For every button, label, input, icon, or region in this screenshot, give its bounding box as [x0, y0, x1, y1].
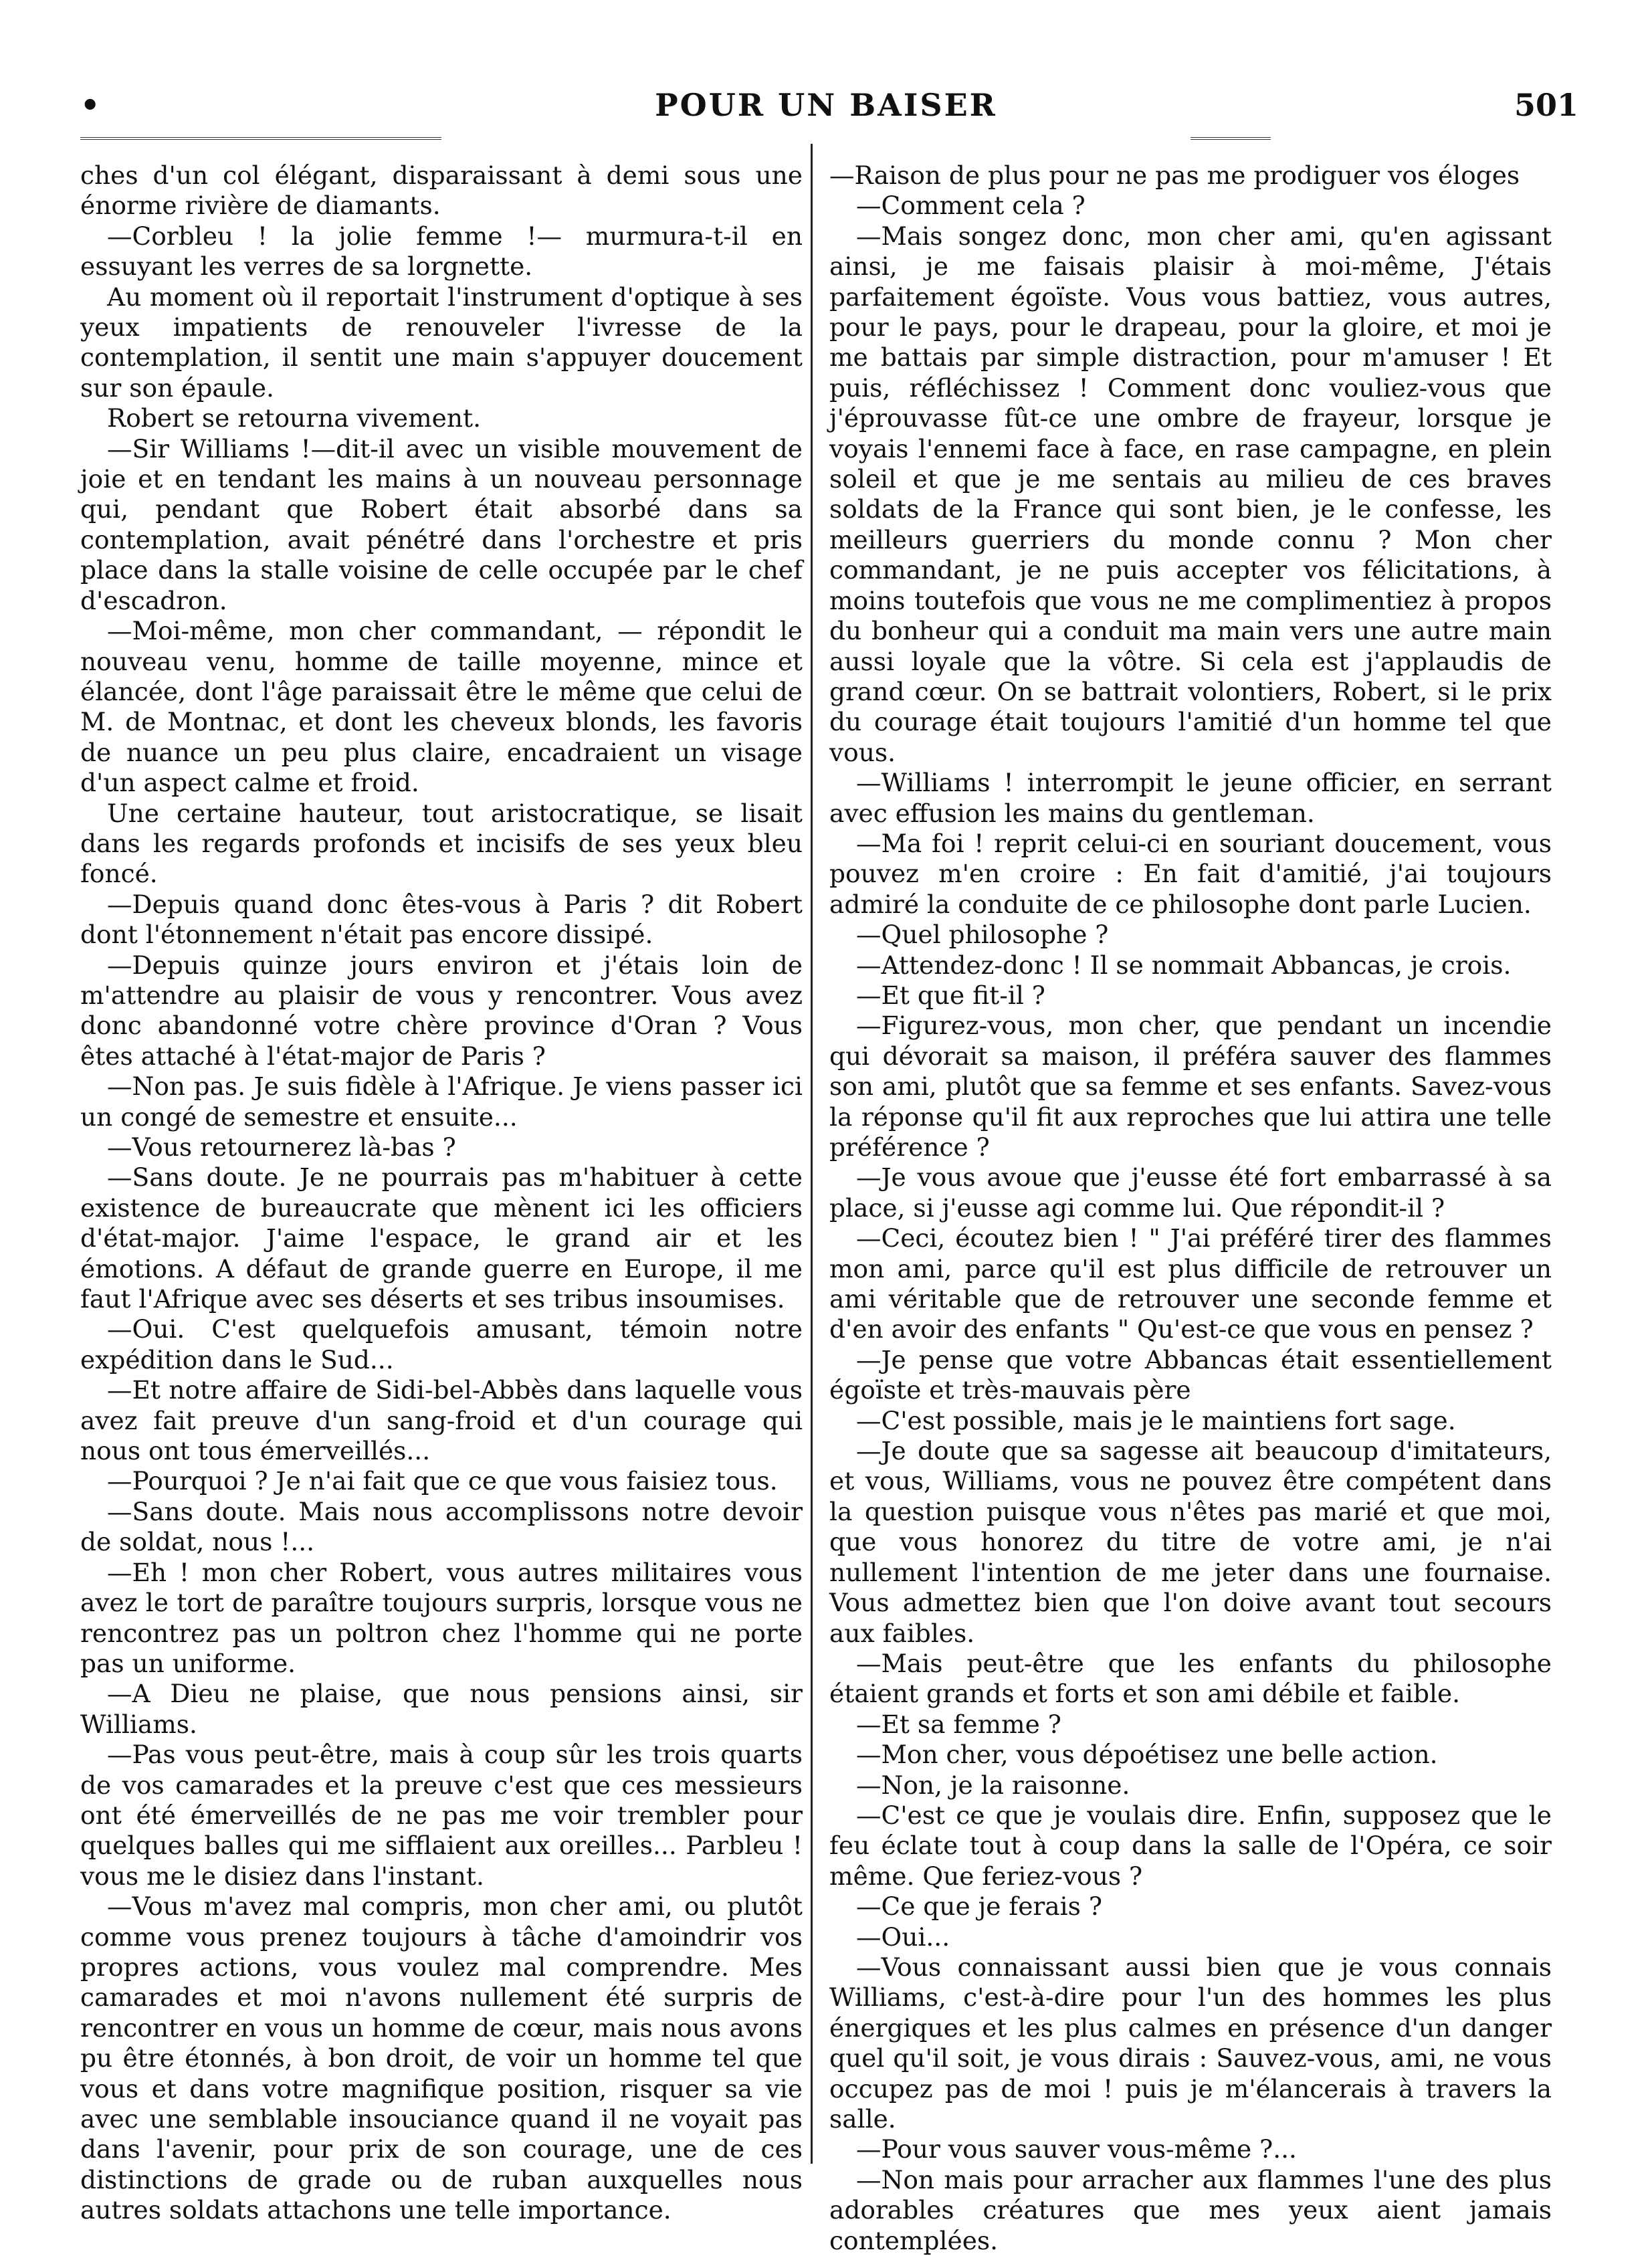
paragraph: —Je doute que sa sagesse ait beaucoup d'imitateurs, et vous, Williams, vous ne pouvez être compétent dans la question puisque vous n'êtes pas marié et que moi, que vous honorez du titre de votre ami, je n'ai nullement l'intention de me jeter dans une fournaise. Vous admettez bien que l'on doive avant tout secours aux faibles. — [829, 1436, 1552, 1648]
paragraph: —Depuis quinze jours environ et j'étais loin de m'attendre au plaisir de vous y rencontrer. Vous avez donc abandonné votre chère province d'Oran ? Vous êtes attaché à l'état-major de Paris ? — [80, 950, 803, 1071]
paragraph: —Ce que je ferais ? — [856, 1891, 1102, 1922]
paragraph: —Non pas. Je suis fidèle à l'Afrique. Je viens passer ici un congé de semestre et ensuite... — [80, 1071, 803, 1132]
paragraph: —Et que fit-il ? — [856, 980, 1045, 1010]
paragraph: —Ceci, écoutez bien ! " J'ai préféré tirer des flammes mon ami, parce qu'il est plus difficile de retrouver un ami véritable que de retrouver une seconde femme et d'en avoir des enfants " Qu'est-ce que vous en pensez ? — [829, 1223, 1552, 1344]
paragraph: Une certaine hauteur, tout aristocratique, se lisait dans les regards profonds et incisifs de ses yeux bleu foncé. — [80, 798, 803, 889]
page-number: 501 — [1514, 87, 1578, 123]
paragraph: —Vous connaissant aussi bien que je vous connais Williams, c'est-à-dire pour l'un des hommes les plus énergiques et les plus calmes en présence d'un danger quel qu'il soit, je vous dirais : Sauvez-vous, ami, ne vous occupez pas de moi ! puis je m'élancerais à travers la salle. — [829, 1952, 1552, 2134]
paragraph: —Je vous avoue que j'eusse été fort embarrassé à sa place, si j'eusse agi comme lui. Que répondit-il ? — [829, 1162, 1552, 1223]
paragraph: —Ma foi ! reprit celui-ci en souriant doucement, vous pouvez m'en croire : En fait d'amitié, j'ai toujours admiré la conduite de ce philosophe dont parle Lucien. — [829, 828, 1552, 919]
paragraph: —Quel philosophe ? — [856, 920, 1109, 950]
paragraph: —Et sa femme ? — [856, 1709, 1061, 1739]
header-rule-right — [1191, 137, 1271, 140]
paragraph: —Mais peut-être que les enfants du philosophe étaient grands et forts et son ami débile et faible. — [829, 1648, 1552, 1709]
page-header — [74, 87, 1578, 134]
right-column — [829, 161, 1552, 2255]
header-marker: • — [80, 87, 100, 123]
paragraph: —Oui. C'est quelquefois amusant, témoin notre expédition dans le Sud... — [80, 1314, 803, 1374]
running-title: POUR UN BAISER — [655, 87, 997, 123]
paragraph: —Oui... — [856, 1922, 950, 1952]
paragraph: —Non mais pour arracher aux flammes l'une des plus adorables créatures que mes yeux aient jamais contemplées. — [829, 2164, 1552, 2255]
paragraph: —Attendez-donc ! Il se nommait Abbancas, je crois. — [856, 950, 1512, 980]
paragraph: Robert se retourna vivement. — [107, 403, 482, 433]
paragraph: —Moi-même, mon cher commandant, — répondit le nouveau venu, homme de taille moyenne, mince et élancée, dont l'âge paraissait être le même que celui de M. de Montnac, et dont les cheveux blonds, les favoris de nuance un peu plus claire, encadraient un visage d'un aspect calme et froid. — [80, 616, 803, 798]
paragraph: —Eh ! mon cher Robert, vous autres militaires vous avez le tort de paraître toujours surpris, lorsque vous ne rencontrez pas un poltron chez l'homme qui ne porte pas un uniforme. — [80, 1557, 803, 1678]
paragraph: Au moment où il reportait l'instrument d'optique à ses yeux impatients de renouveler l'ivresse de la contemplation, il sentit une main s'appuyer doucement sur son épaule. — [80, 282, 803, 403]
paragraph: —Pas vous peut-être, mais à coup sûr les trois quarts de vos camarades et la preuve c'est que ces messieurs ont été émerveillés de ne pas me voir trembler pour quelques balles qui me sifflaient aux oreilles... Parbleu ! vous me le disiez dans l'instant. — [80, 1740, 803, 1891]
paragraph: —Raison de plus pour ne pas me prodiguer vos éloges — [829, 161, 1520, 190]
paragraph: —C'est possible, mais je le maintiens fort sage. — [856, 1405, 1456, 1435]
column-divider — [811, 144, 813, 2164]
paragraph: —Non, je la raisonne. — [856, 1770, 1130, 1800]
paragraph: —Vous retournerez là-bas ? — [107, 1132, 456, 1162]
paragraph: —Figurez-vous, mon cher, que pendant un incendie qui dévorait sa maison, il préféra sauver des flammes son ami, plutôt que sa femme et ses enfants. Savez-vous la réponse qu'il fit aux reproches que lui attira une telle préférence ? — [829, 1011, 1552, 1162]
paragraph: —Vous m'avez mal compris, mon cher ami, ou plutôt comme vous prenez toujours à tâche d'amoindrir vos propres actions, vous voulez mal comprendre. Mes camarades et moi n'avons nullement été surpris de rencontrer en vous un homme de cœur, mais nous avons pu être étonnés, à bon droit, de voir un homme tel que vous et dans votre magnifique position, risquer sa vie avec une semblable insouciance quand il ne voyait pas dans l'avenir, pour prix de son courage, une de ces distinctions de grade ou de ruban auxquelles nous autres soldats attachons une telle importance. — [80, 1891, 803, 2225]
paragraph: —A Dieu ne plaise, que nous pensions ainsi, sir Williams. — [80, 1679, 803, 1739]
paragraph: —Mais songez donc, mon cher ami, qu'en agissant ainsi, je me faisais plaisir à moi-même, J'étais parfaitement égoïste. Vous vous battiez, vous autres, pour le pays, pour le drapeau, pour la gloire, et moi je me battais par simple distraction, pour m'amuser ! Et puis, réfléchissez ! Comment donc vouliez-vous que j'éprouvasse fût-ce une ombre de frayeur, lorsque je voyais l'ennemi face à face, en rase campagne, en plein soleil et que je me sentais au milieu de ces braves soldats de la France qui sont bien, je le confesse, les meilleurs guerriers du monde connu ? Mon cher commandant, je ne puis accepter vos félicitations, à moins toutefois que vous ne me complimentiez à propos du bonheur qui a conduit ma main vers une autre main aussi loyale que la vôtre. Si cela est j'applaudis de grand cœur. On se battrait volontiers, Robert, si le prix du courage était toujours l'amitié d'un homme tel que vous. — [829, 221, 1552, 767]
paragraph: —Je pense que votre Abbancas était essentiellement égoïste et très-mauvais père — [829, 1344, 1552, 1405]
header-rule-left — [80, 137, 441, 140]
paragraph: —Comment cela ? — [856, 191, 1086, 221]
left-column — [80, 161, 803, 2225]
paragraph: —Pourquoi ? Je n'ai fait que ce que vous faisiez tous. — [107, 1466, 778, 1496]
paragraph: —Mon cher, vous dépoétisez une belle action. — [856, 1740, 1438, 1770]
paragraph: —Depuis quand donc êtes-vous à Paris ? dit Robert dont l'étonnement n'était pas encore dissipé. — [80, 889, 803, 950]
paragraph: —Et notre affaire de Sidi-bel-Abbès dans laquelle vous avez fait preuve d'un sang-froid et d'un courage qui nous ont tous émerveillés... — [80, 1375, 803, 1466]
paragraph: —Williams ! interrompit le jeune officier, en serrant avec effusion les mains du gentleman. — [829, 768, 1552, 828]
paragraph: —C'est ce que je voulais dire. Enfin, supposez que le feu éclate tout à coup dans la salle de l'Opéra, ce soir même. Que feriez-vous ? — [829, 1800, 1552, 1891]
paragraph: —Sir Williams !—dit-il avec un visible mouvement de joie et en tendant les mains à un nouveau personnage qui, pendant que Robert était absorbé dans sa contemplation, avait pénétré dans l'orchestre et pris place dans la stalle voisine de celle occupée par le chef d'escadron. — [80, 433, 803, 615]
paragraph: —Sans doute. Je ne pourrais pas m'habituer à cette existence de bureaucrate que mènent ici les officiers d'état-major. J'aime l'espace, le grand air et les émotions. A défaut de grande guerre en Europe, il me faut l'Afrique avec ses déserts et ses tribus insoumises. — [80, 1162, 803, 1314]
paragraph: ches d'un col élégant, disparaissant à demi sous une énorme rivière de diamants. — [80, 161, 803, 221]
paragraph: —Sans doute. Mais nous accomplissons notre devoir de soldat, nous !... — [80, 1496, 803, 1557]
paragraph: —Pour vous sauver vous-même ?... — [856, 2134, 1297, 2164]
paragraph: —Corbleu ! la jolie femme !— murmura-t-il en essuyant les verres de sa lorgnette. — [80, 221, 803, 282]
